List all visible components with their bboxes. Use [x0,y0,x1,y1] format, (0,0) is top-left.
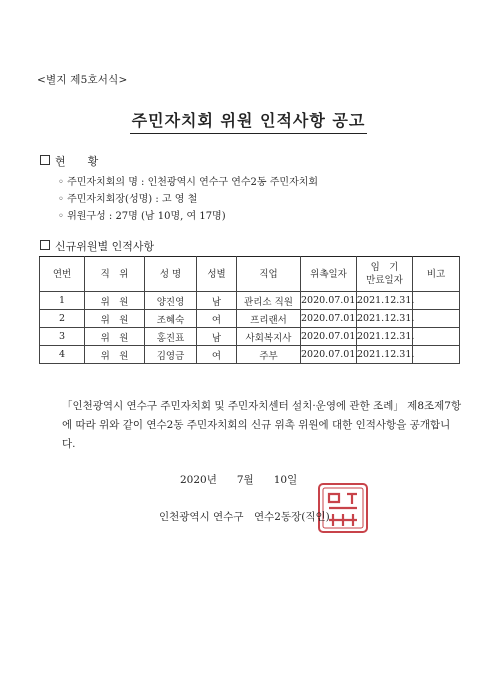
table-row [40,346,460,364]
table-cell: 프리랜서 [237,310,301,328]
table-cell: 조혜숙 [145,310,197,328]
notice-date [180,472,297,487]
table-cell [413,346,460,364]
table-cell: 위 원 [85,292,145,310]
table-cell: 2021.12.31. [357,346,413,364]
table-cell: 2020.07.01. [301,292,357,310]
date-year: 2020년 [180,474,217,486]
table-cell: 홍진표 [145,328,197,346]
table-header-row [40,257,460,292]
date-day: 10일 [273,474,298,486]
signer-line: 인천광역시 연수구 연수2동장(직인) [159,511,330,523]
table-cell: 3 [40,328,85,346]
section-members-heading: 신규위원별 인적사항 [40,238,154,254]
col-header-gender: 성별 [197,257,237,292]
table-cell: 2020.07.01. [301,346,357,364]
checkbox-square-icon [40,155,50,165]
table-cell: 2020.07.01. [301,328,357,346]
col-header-term-end: 임 기 만료일자 [357,257,413,292]
table-cell: 2020.07.01. [301,310,357,328]
table-cell: 여 [197,346,237,364]
date-month: 7월 [236,474,254,486]
table-cell: 위 원 [85,328,145,346]
col-header-position: 직 위 [85,257,145,292]
table-cell [413,328,460,346]
table-cell [413,292,460,310]
status-item-council-name: ◦ 주민자치회의 명 : 인천광역시 연수구 연수2동 주민자치회 [58,174,318,191]
table-row [40,310,460,328]
table-cell [413,310,460,328]
table-cell: 양진영 [145,292,197,310]
table-cell: 관리소 직원 [237,292,301,310]
form-label: <별지 제5호서식> [37,74,128,86]
table-cell: 2021.12.31. [357,292,413,310]
table-cell: 여 [197,310,237,328]
col-header-occupation: 직업 [237,257,301,292]
table-row [40,292,460,310]
col-header-no: 연번 [40,257,85,292]
section-status-heading: 현 황 [40,153,98,169]
table-cell: 주부 [237,346,301,364]
checkbox-square-icon [40,240,50,250]
table-cell: 남 [197,328,237,346]
table-cell: 위 원 [85,346,145,364]
page-title: 주민자치회 위원 인적사항 공고 [0,108,497,131]
status-list [58,174,318,225]
col-header-remarks: 비고 [413,257,460,292]
table-cell: 2021.12.31. [357,310,413,328]
table-cell: 남 [197,292,237,310]
seal-icon [313,478,373,538]
table-cell: 2 [40,310,85,328]
status-item-chairperson: ◦ 주민자치회장(성명) : 고 영 철 [58,191,318,208]
table-cell: 위 원 [85,310,145,328]
notice-paragraph: 「인천광역시 연수구 주민자치회 및 주민자치센터 설치·운영에 관한 조례」 제8조제7항에 따라 위와 같이 연수2동 주민자치회의 신규 위촉 위원에 대한 인적사항을 공개합니다. [62,400,462,450]
table-cell: 김영금 [145,346,197,364]
table-row [40,328,460,346]
table-cell: 사회복지사 [237,328,301,346]
col-header-name: 성 명 [145,257,197,292]
table-cell: 2021.12.31. [357,328,413,346]
table-cell: 4 [40,346,85,364]
status-item-composition: ◦ 위원구성 : 27명 (남 10명, 여 17명) [58,208,318,225]
table-cell: 1 [40,292,85,310]
members-table [39,256,460,364]
col-header-appointed: 위촉일자 [301,257,357,292]
